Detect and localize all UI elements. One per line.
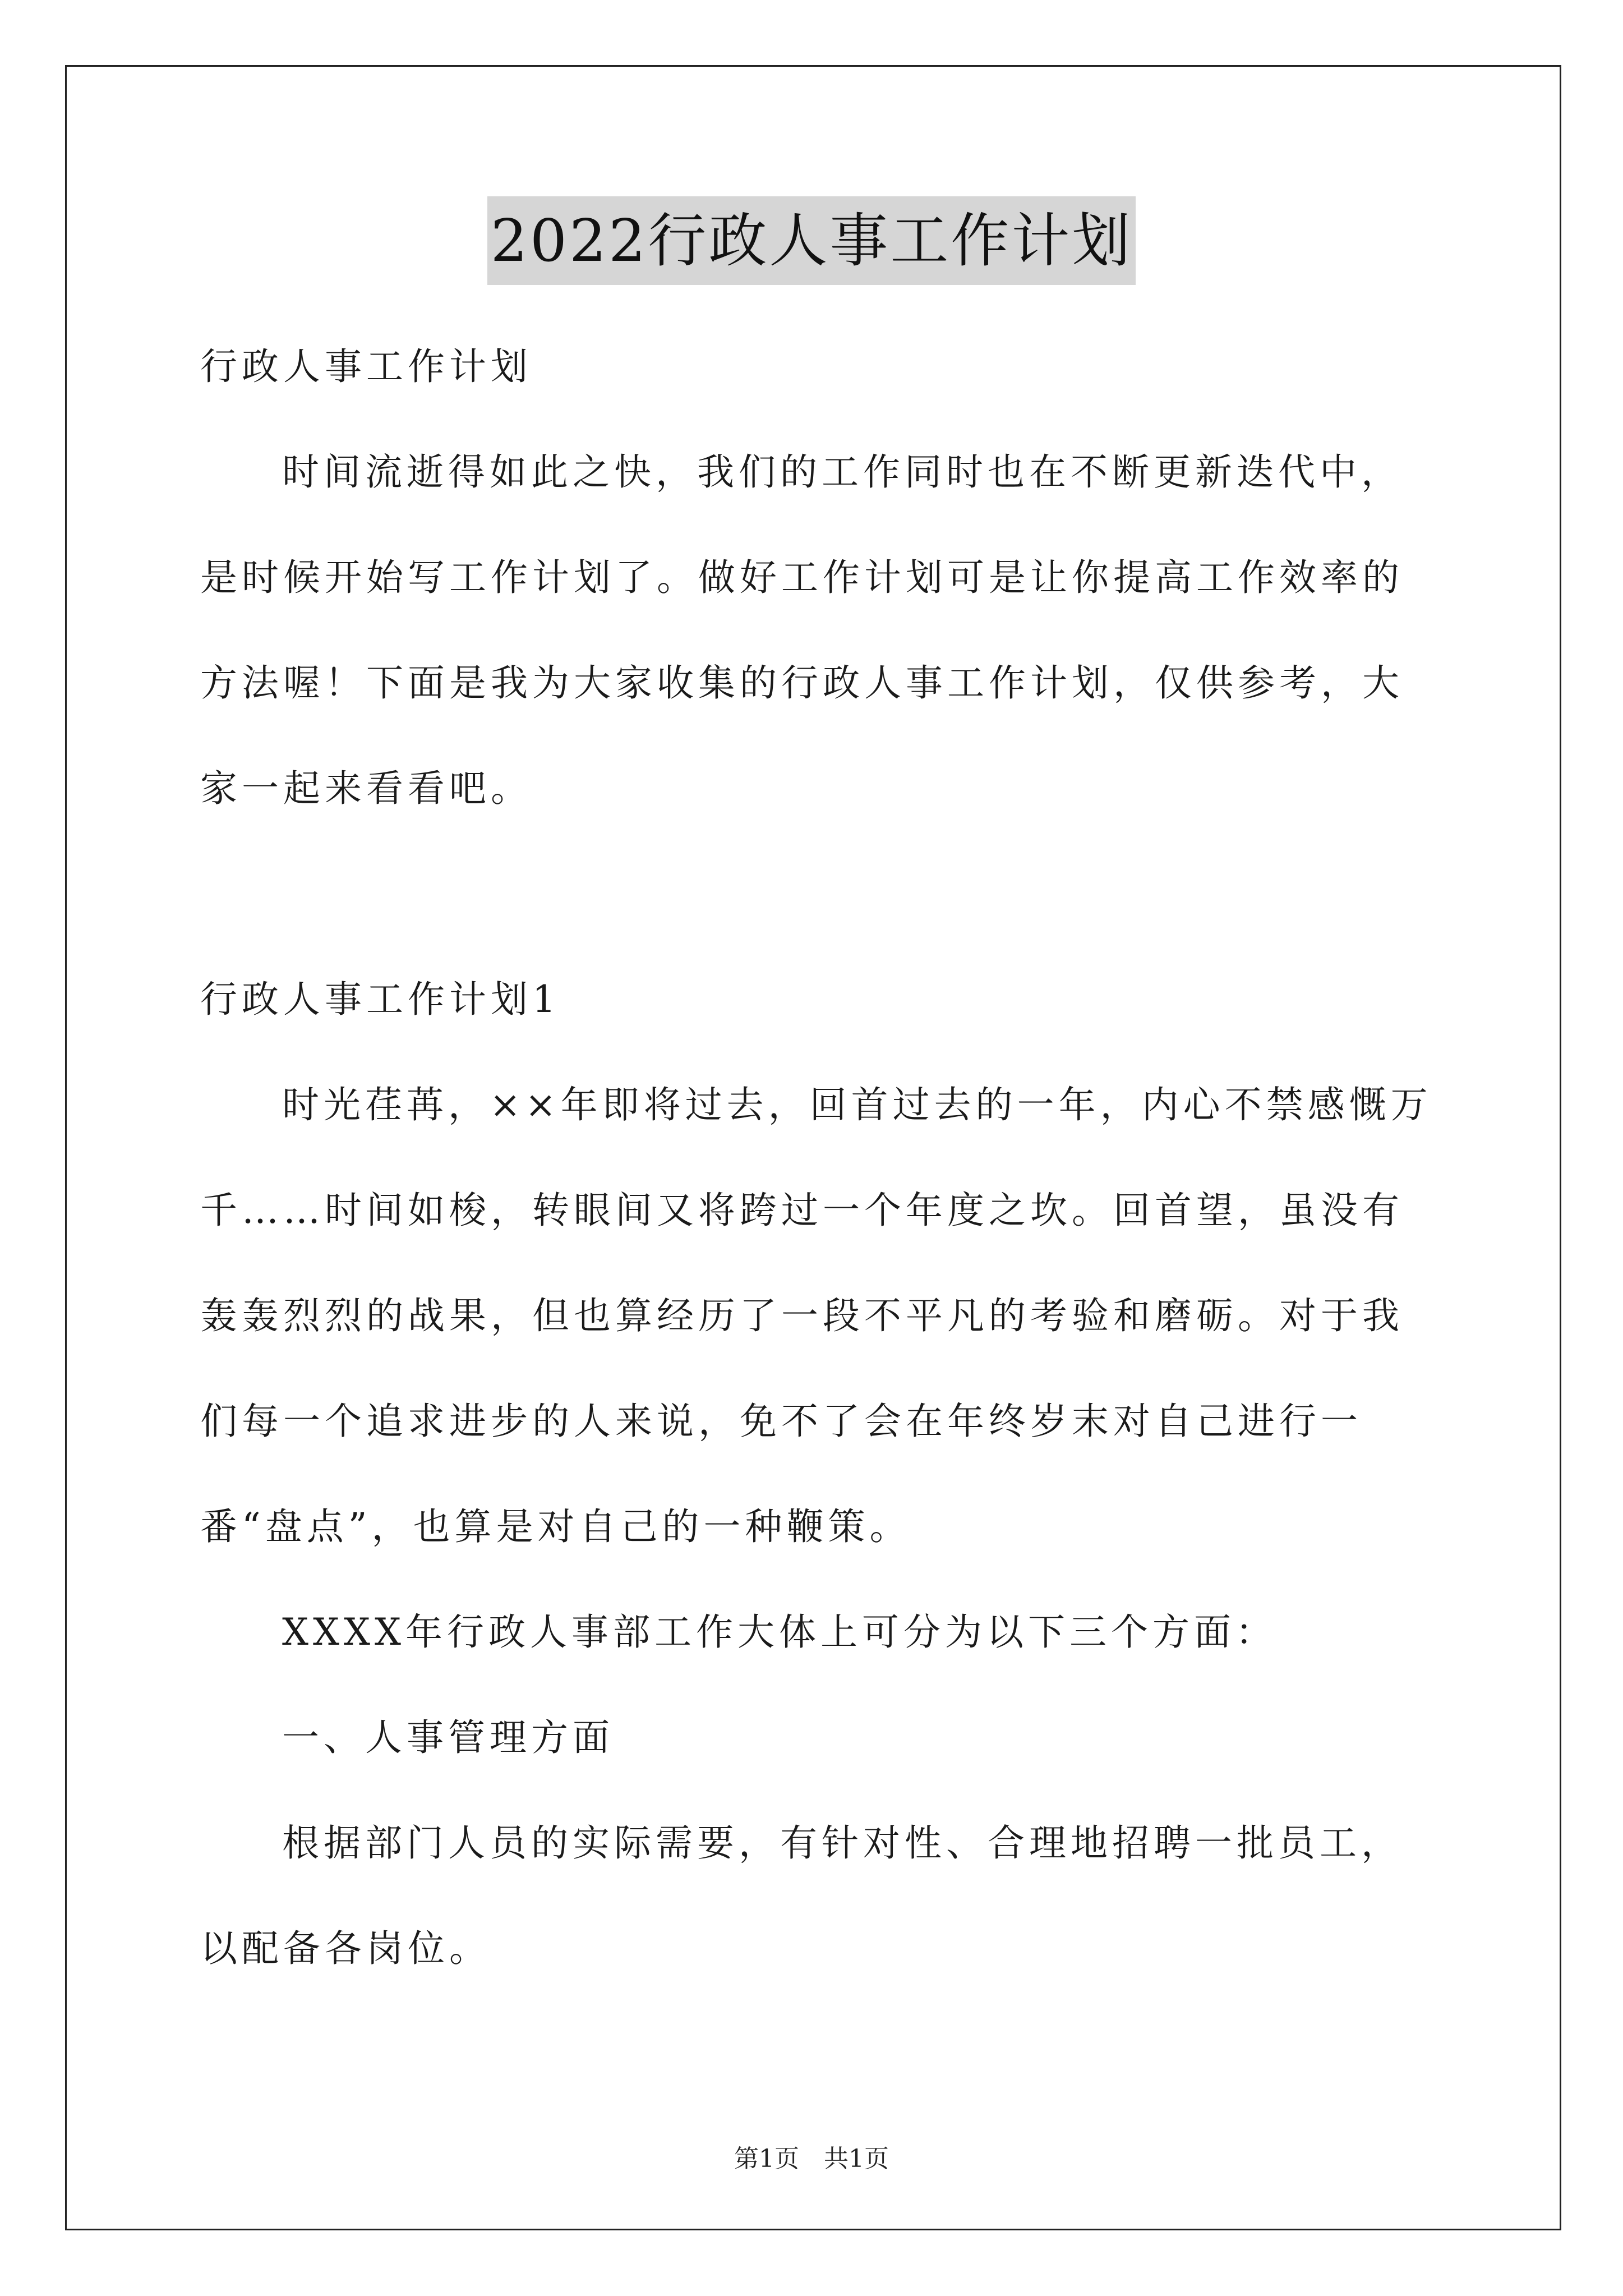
body-paragraph: XXXX年行政人事部工作大体上可分为以下三个方面： xyxy=(282,1611,1277,1654)
document-title: 2022行政人事工作计划 xyxy=(487,196,1136,285)
title-container xyxy=(0,196,1623,285)
body-paragraph: 时光荏苒，××年即将过去，回首过去的一年，内心不禁感慨万千……时间如梭，转眼间又将跨过一个年度之坎。回首望，虽没有轰轰烈烈的战果，但也算经历了一段不平凡的考验和磨砺。对于我们每一个追求进步的人来说，免不了会在年终岁末对自己进行一番“盘点”，也算是对自己的一种鞭策。 xyxy=(200,1083,1432,1548)
section-heading: 行政人事工作计划1 xyxy=(200,978,560,1021)
section-heading: 行政人事工作计划 xyxy=(200,345,532,388)
paragraph-spacer xyxy=(200,841,1440,947)
body-paragraph: 根据部门人员的实际需要，有针对性、合理地招聘一批员工，以配备各岗位。 xyxy=(200,1821,1403,1970)
document-body xyxy=(200,314,1440,2001)
page-footer xyxy=(0,2138,1623,2174)
page-total: 共1页 xyxy=(824,2145,889,2173)
page-number: 第1页 xyxy=(734,2145,799,2173)
body-paragraph: 时间流逝得如此之快，我们的工作同时也在不断更新迭代中，是时候开始写工作计划了。做好工作计划可是让你提高工作效率的方法喔！下面是我为大家收集的行政人事工作计划，仅供参考，大家一起来看看吧。 xyxy=(200,450,1404,810)
subsection-heading: 一、人事管理方面 xyxy=(282,1716,614,1759)
